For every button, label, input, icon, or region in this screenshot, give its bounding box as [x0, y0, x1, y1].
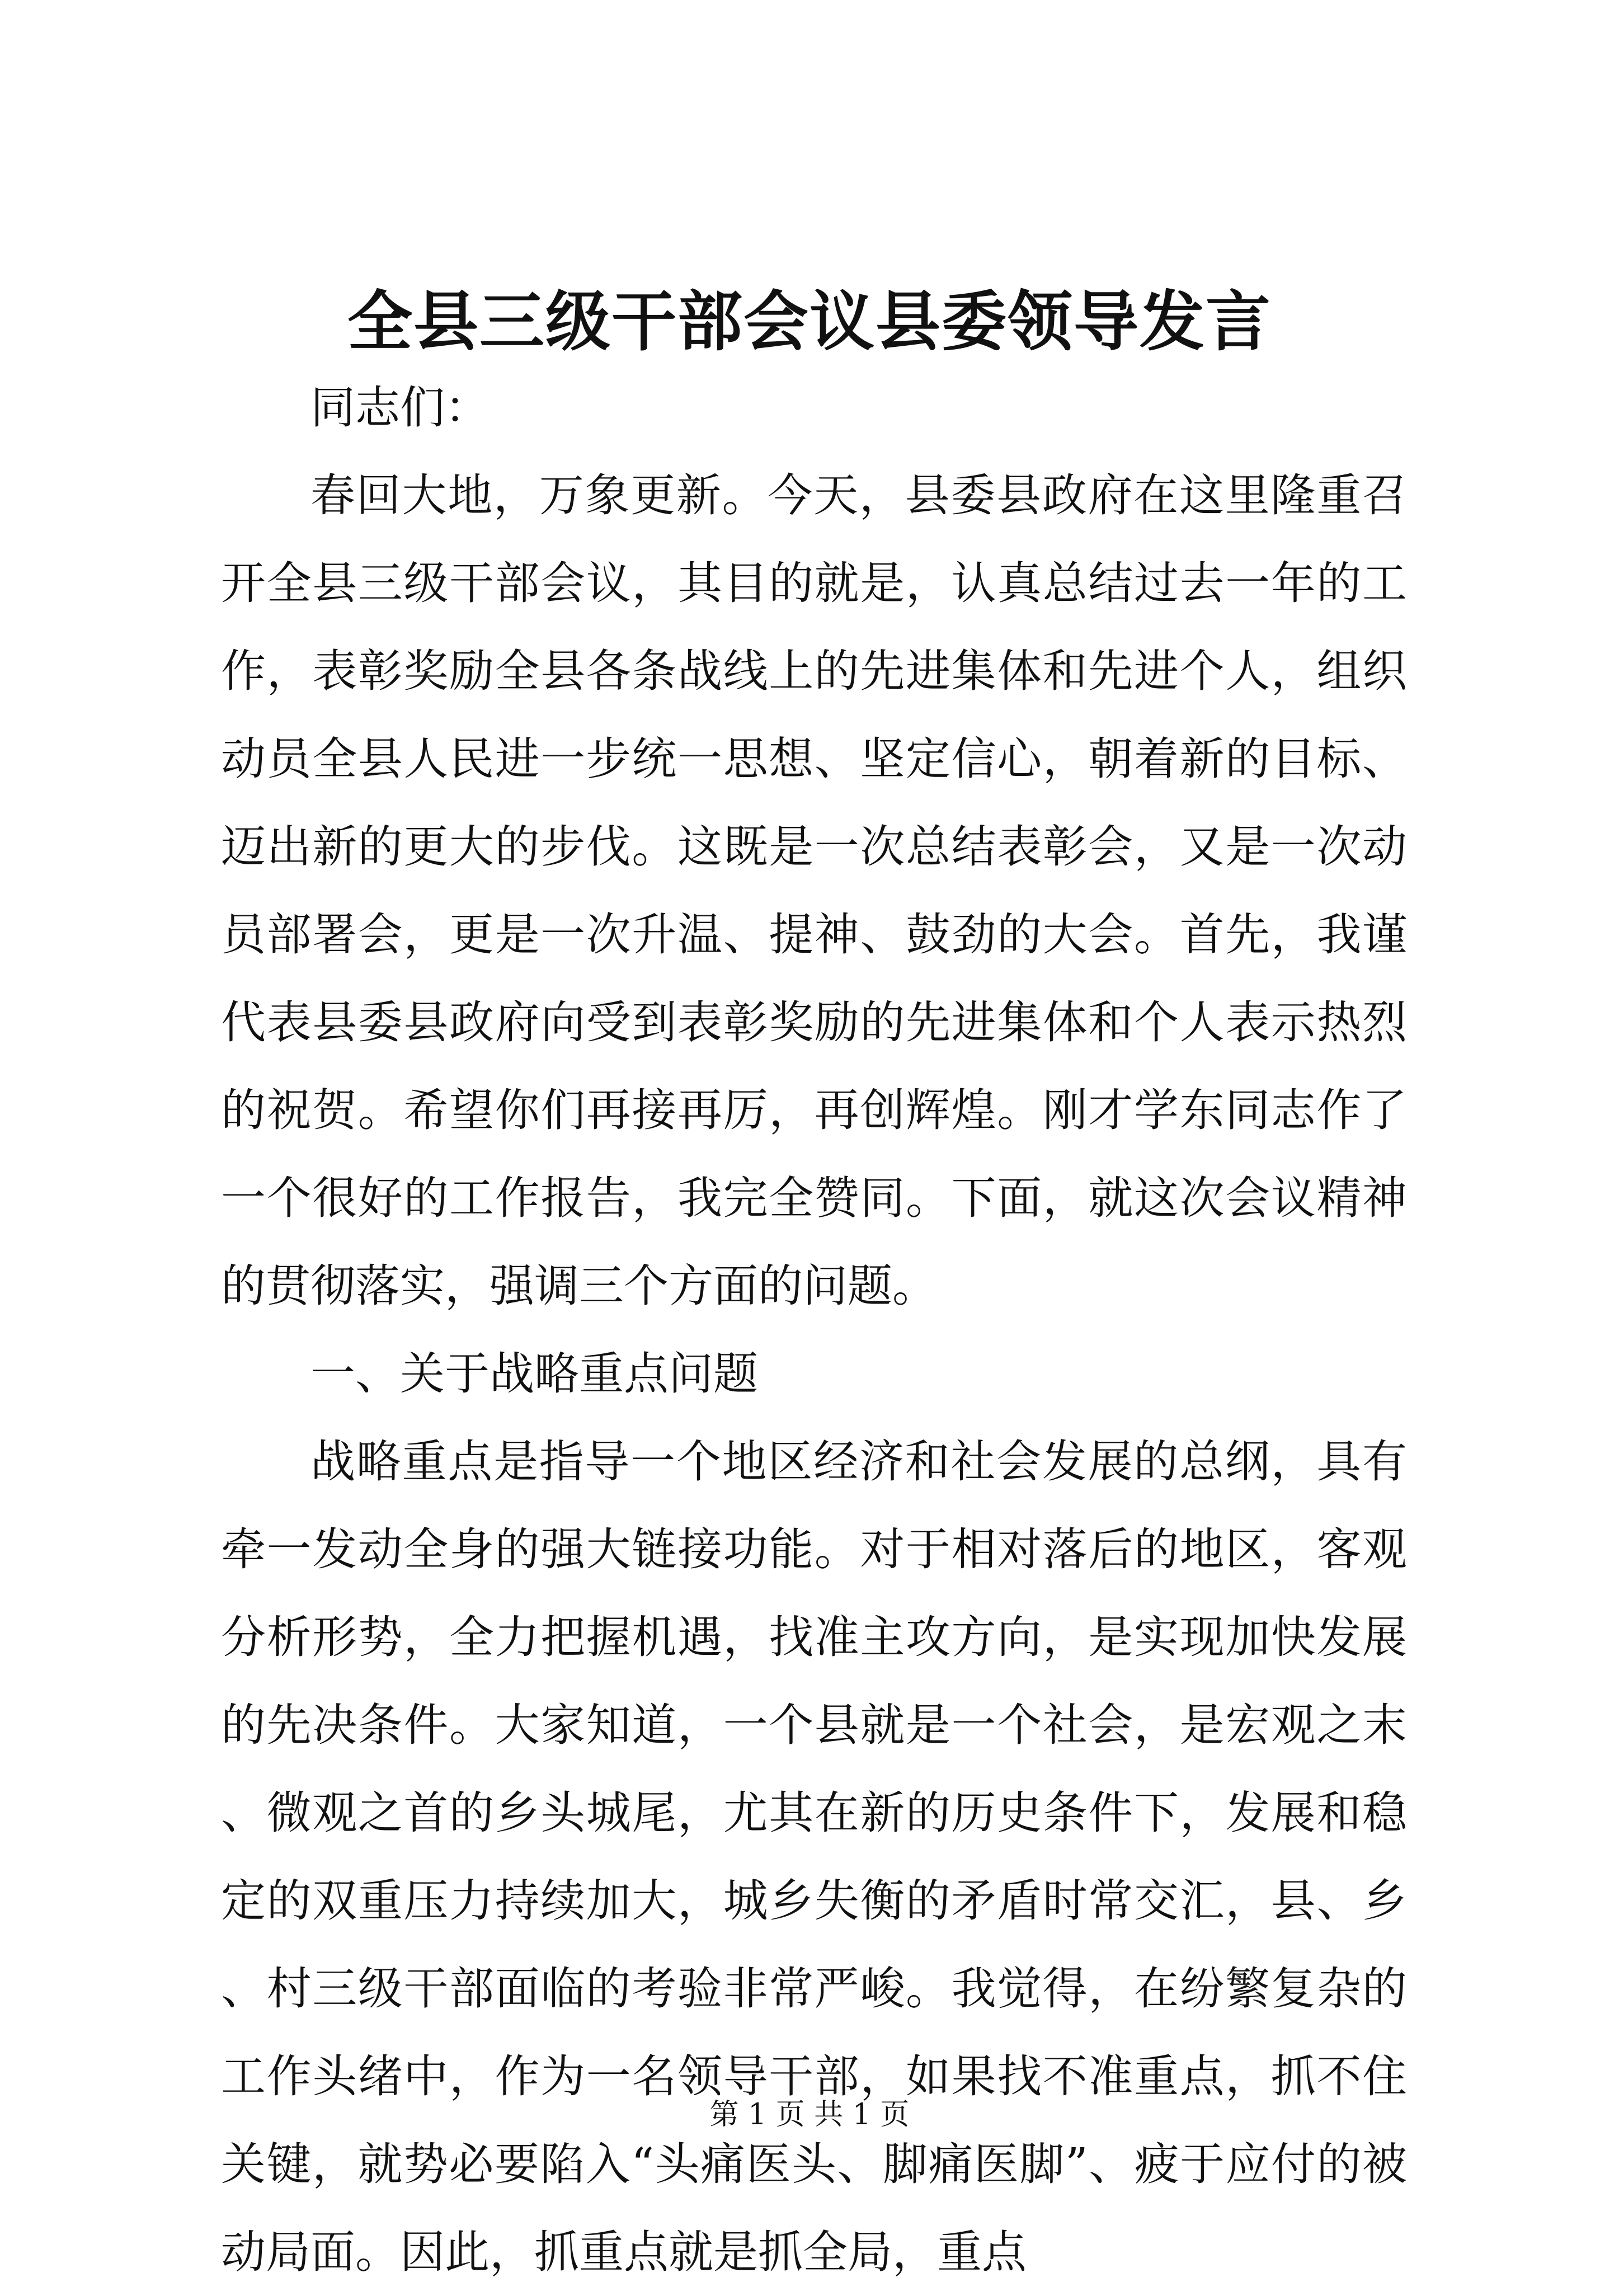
- document-title: 全县三级干部会议县委领导发言: [347, 284, 1272, 360]
- paragraph-intro: 春回大地，万象更新。今天，县委县政府在这里隆重召开全县三级干部会议，其目的就是，认真总结过去一年的工作，表彰奖励全县各条战线上的先进集体和先进个人，组织动员全县人民进一步统一思想、坚定信心，朝着新的目标、迈出新的更大的步伐。这既是一次总结表彰会，又是一次动员部署会，更是一次升温、提神、鼓劲的大会。首先，我谨代表县委县政府向受到表彰奖励的先进集体和个人表示热烈的祝贺。希望你们再接再厉，再创辉煌。刚才学东同志作了一个很好的工作报告，我完全赞同。下面，就这次会议精神的贯彻落实，强调三个方面的问题。: [221, 469, 1407, 1312]
- section-heading: 一、关于战略重点问题: [310, 1348, 758, 1400]
- page-footer: 第 1 页 共 1 页: [709, 2098, 910, 2132]
- salutation: 同志们：: [310, 382, 490, 434]
- document-body: [221, 364, 1407, 2296]
- paragraph-strategy: 战略重点是指导一个地区经济和社会发展的总纲，具有牵一发动全身的强大链接功能。对于相对落后的地区，客观分析形势，全力把握机遇，找准主攻方向，是实现加快发展的先决条件。大家知道，一个县就是一个社会，是宏观之末、微观之首的乡头城尾，尤其在新的历史条件下，发展和稳定的双重压力持续加大，城乡失衡的矛盾时常交汇，县、乡、村三级干部面临的考验非常严峻。我觉得，在纷繁复杂的工作头绪中，作为一名领导干部，如果找不准重点，抓不住关键，就势必要陷入“头痛医头、脚痛医脚”、疲于应付的被动局面。因此，抓重点就是抓全局，重点: [221, 1436, 1407, 2278]
